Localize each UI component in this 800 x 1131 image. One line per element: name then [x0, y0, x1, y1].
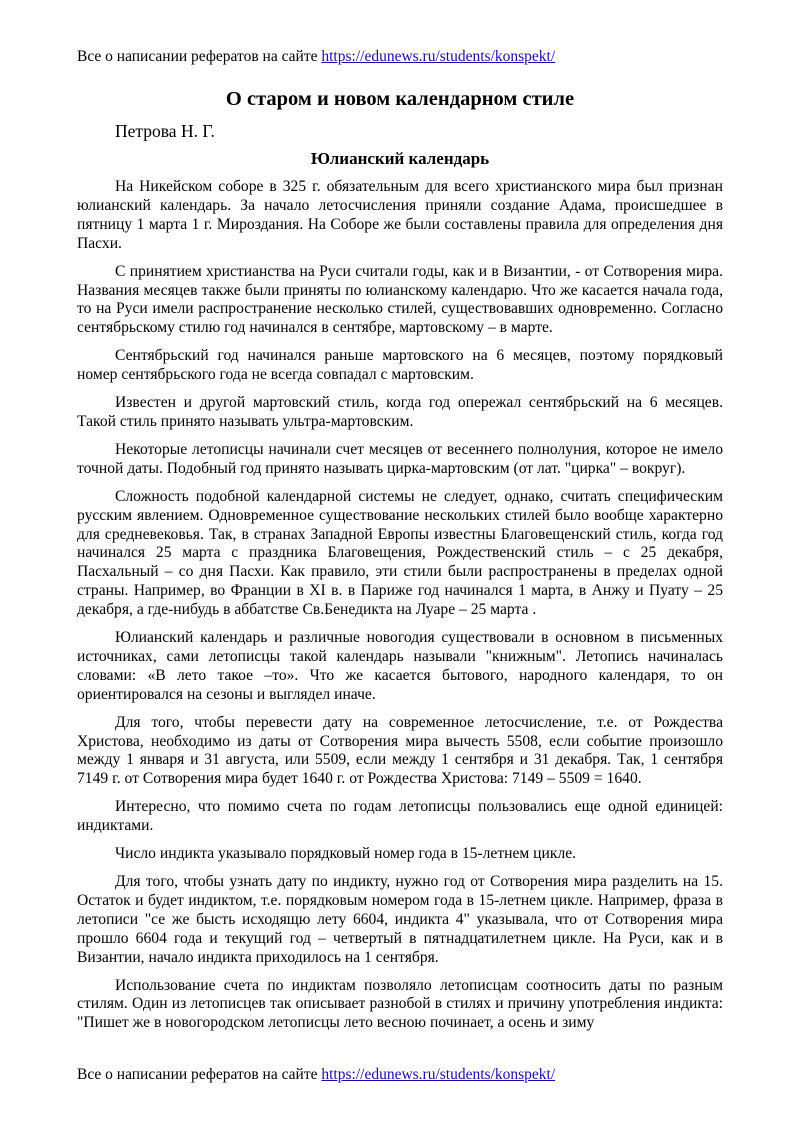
- document-body: [77, 178, 723, 1044]
- footer-link[interactable]: https://edunews.ru/students/konspekt/: [321, 1066, 556, 1083]
- paragraph-7: Юлианский календарь и различные новогодия существовали в основном в письменных источниках, сами летописцы такой календарь называли "книжным". Летопись начиналась словами: «В лето такое –то». Что же касается бытового, народного календаря, то он ориентировался на сезоны и выглядел иначе.: [77, 629, 723, 703]
- paragraph-3: Сентябрьский год начинался раньше мартовского на 6 месяцев, поэтому порядковый номер сентябрьского года не всегда совпадал с мартовским.: [77, 347, 723, 384]
- paragraph-1: На Никейском соборе в 325 г. обязательным для всего христианского мира был признан юлианский календарь. За начало летосчисления приняли создание Адама, происшедшее в пятницу 1 марта 1 г. Мироздания. На Соборе же были составлены правила для определения дня Пасхи.: [77, 178, 723, 252]
- page-header: [77, 48, 555, 66]
- author-name: Петрова Н. Г.: [115, 121, 215, 141]
- page-footer: [77, 1066, 555, 1084]
- paragraph-8: Для того, чтобы перевести дату на современное летосчисление, т.е. от Рождества Христова, необходимо из даты от Сотворения мира вычесть 5508, если событие произошло между 1 января и 31 августа, или 5509, если между 1 сентября и 31 декабря. Так, 1 сентября 7149 г. от Сотворения мира будет 1640 г. от Рождества Христова: 7149 – 5509 = 1640.: [77, 713, 723, 788]
- footer-text: Все о написании рефератов на сайте: [77, 1066, 322, 1083]
- section-heading: Юлианский календарь: [310, 149, 490, 168]
- paragraph-4: Известен и другой мартовский стиль, когда год опережал сентябрьский на 6 месяцев. Такой стиль принято называть ультра-мартовским.: [77, 394, 723, 430]
- paragraph-5: Некоторые летописцы начинали счет месяцев от весеннего полнолуния, которое не имело точной даты. Подобный год принято называть цирка-мартовским (от лат. "цирка" – вокруг).: [77, 440, 723, 477]
- paragraph-2: С принятием христианства на Руси считали годы, как и в Византии, - от Сотворения мира. Названия месяцев также были приняты по юлианскому календарю. Что же касается начала года, то на Руси имели распространение несколько стилей, существовавших одновременно. Согласно сентябрьскому стилю год начинался в сентябре, мартовскому – в марте.: [77, 262, 723, 337]
- paragraph-10: Число индикта указывало порядковый номер года в 15-летнем цикле.: [115, 845, 577, 863]
- document-title: О старом и новом календарном стиле: [225, 88, 575, 110]
- paragraph-6: Сложность подобной календарной системы не следует, однако, считать специфическим русским явлением. Одновременное существование нескольких стилей было вообще характерно для средневековья. Так, в странах Западной Европы известны Благовещенский стиль, когда год начинался 25 марта с праздника Благовещения, Рождественский стиль – с 25 декабря, Пасхальный – со дня Пасхи. Как правило, эти стили были распространены в пределах одной страны. Например, во Франции в XI в. в Париже год начинался 1 марта, в Анжу и Пуату – 25 декабря, а где-нибудь в аббатстве Св.Бенедикта на Луаре – 25 марта .: [77, 487, 723, 619]
- paragraph-11: Для того, чтобы узнать дату по индикту, нужно год от Сотворения мира разделить на 15. Остаток и будет индиктом, т.е. порядковым номером года в 15-летнем цикле. Например, фраза в летописи "се же бысть исходящю лету 6604, индикта 4" указывала, что от Сотворения мира прошло 6604 года и текущий год – четвертый в пятнадцатилетнем цикле. На Руси, как и в Византии, начало индикта приходилось на 1 сентября.: [77, 873, 723, 966]
- header-link[interactable]: https://edunews.ru/students/konspekt/: [321, 48, 556, 65]
- header-text: Все о написании рефератов на сайте: [77, 48, 322, 65]
- paragraph-12: Использование счета по индиктам позволяло летописцам соотносить даты по разным стилям. Один из летописцев так описывает разнобой в стилях и причину употребления индикта: "Пишет же в новогородском летописцы лето весною починает, а осень и зиму: [77, 976, 723, 1032]
- paragraph-9: Интересно, что помимо счета по годам летописцы пользовались еще одной единицей: индиктами.: [77, 798, 723, 835]
